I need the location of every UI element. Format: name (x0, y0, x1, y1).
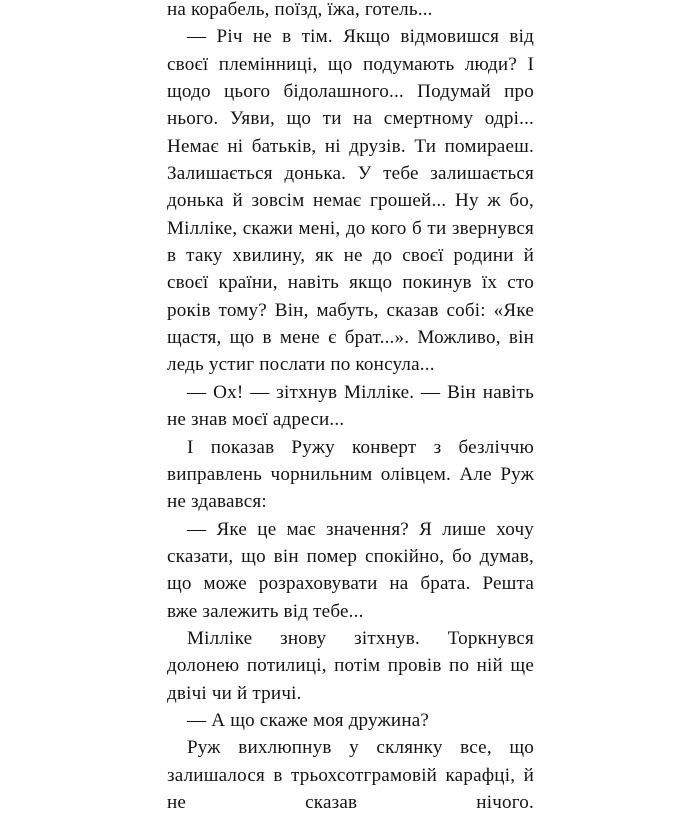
paragraph-continuation: на корабель, поїзд, їжа, готель... (167, 0, 433, 20)
paragraph: І показав Ружу конверт з безліччю виправлень чорнильним олівцем. Але Руж не здавався: (167, 436, 534, 513)
paragraph: — Ох! — зітхнув Мілліке. — Він навіть не знав моєї адреси... (167, 381, 534, 431)
page-text-column (167, 0, 534, 816)
paragraph: — Річ не в тім. Якщо відмовишся від своєї племінниці, що подумають люди? І щодо цього бідолашного... Подумай про нього. Уяви, що ти на смертному одрі... Немає ні батьків, ні друзів. Ти помираеш. Залишається донька. У тебе залишається донька й зовсім немає грошей... Ну ж бо, Мілліке, скажи мені, до кого б ти звернувся в таку хвилину, як не до своєї родини й своєї країни, навіть якщо покинув їх сто років тому? Він, мабуть, сказав собі: «Яке щастя, що в мене є брат...». Можливо, він ледь устиг послати по консула... (167, 26, 534, 376)
paragraph: — Яке це має значення? Я лише хочу сказати, що він помер спокійно, бо думав, що може розраховувати на брата. Решта вже залежить від тебе... (167, 518, 534, 622)
paragraph: Мілліке знову зітхнув. Торкнувся долонею потилиці, потім провів по ній ще двічі чи й тричі. (167, 627, 534, 704)
paragraph: — А що скаже моя дружина? (187, 709, 430, 731)
paragraph-clipped-at-page-edge: Руж вихлюпнув у склянку все, що залишалося в трьохсотграмовій карафці, й не сказав нічого. (167, 737, 534, 813)
